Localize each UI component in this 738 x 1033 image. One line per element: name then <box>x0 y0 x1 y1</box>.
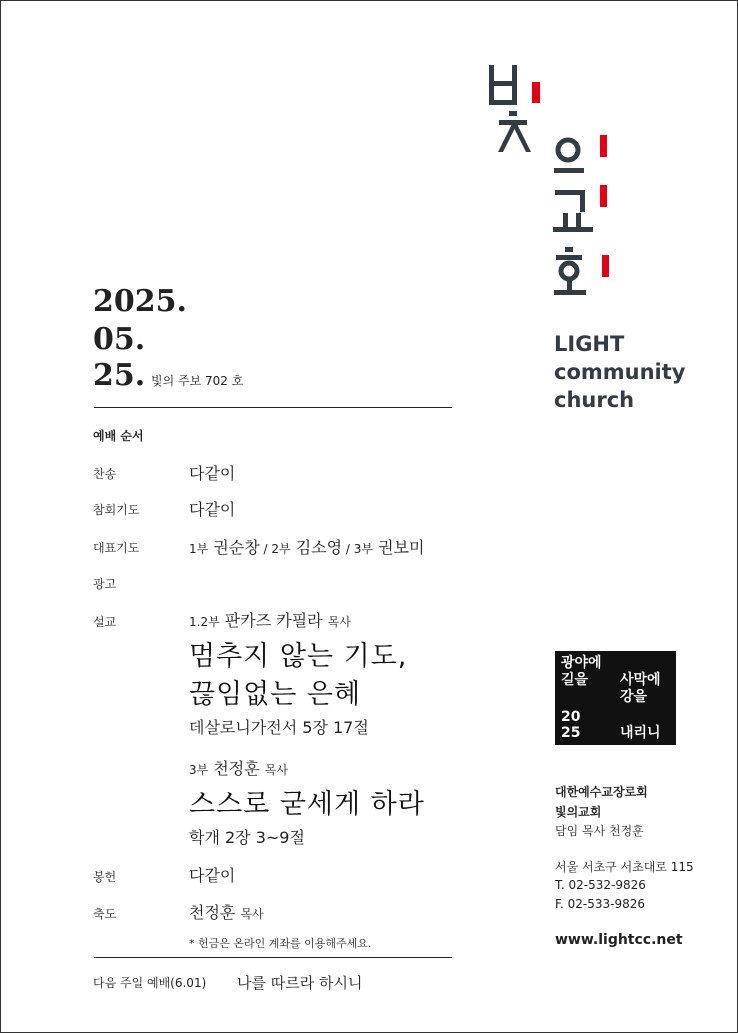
church-tel: T. 02-532-9826 <box>555 878 646 892</box>
hymn-label: 찬송 <box>93 467 117 481</box>
theme-word-6: 25 <box>561 725 581 741</box>
bottom-divider <box>94 957 452 958</box>
sermon-2-preacher <box>189 756 288 779</box>
theme-word-5: 20 <box>561 709 581 725</box>
blessing-value <box>189 900 264 923</box>
sermon-label: 설교 <box>93 615 117 629</box>
brand-line-1: LIGHT <box>554 332 625 356</box>
blessing-name: 천정훈 <box>189 903 236 922</box>
theme-word-3: 사막에 <box>620 672 661 688</box>
sermon-1-name: 판카즈 카필라 <box>224 611 323 630</box>
next-week-label: 다음 주일 예배(6.01) <box>93 976 207 990</box>
date-year: 2025. <box>93 284 187 319</box>
offering-label: 봉헌 <box>93 870 117 884</box>
sermon-1-verse: 데살로니가전서 5장 17절 <box>189 718 369 737</box>
church-logo <box>470 55 630 305</box>
sermon-2-tag: 3부 <box>189 763 209 777</box>
rep-prayer-sep-2: / <box>342 542 354 556</box>
sermon-1-tag: 1.2부 <box>189 615 220 629</box>
rep-prayer-tag-1: 1부 <box>189 542 209 556</box>
church-website[interactable]: www.lightcc.net <box>555 932 683 948</box>
theme-word-7: 내리니 <box>620 725 661 741</box>
date-month: 05. <box>93 322 146 357</box>
church-fax: F. 02-533-9826 <box>555 897 645 911</box>
next-week-title: 나를 따르라 하시니 <box>237 974 363 992</box>
rep-prayer-name-3: 권보미 <box>378 538 425 557</box>
theme-word-1: 광야에 <box>561 655 602 671</box>
announce-label: 광고 <box>93 577 117 591</box>
rep-prayer-value <box>189 535 424 558</box>
senior-pastor: 담임 목사 천정훈 <box>555 824 644 838</box>
repent-value: 다같이 <box>189 500 236 519</box>
issue-number: 빛의 주보 702 호 <box>151 374 244 388</box>
blessing-label: 축도 <box>93 907 117 921</box>
top-divider <box>94 407 452 408</box>
date-day: 25. <box>93 358 146 393</box>
theme-word-2: 길을 <box>561 672 589 688</box>
sermon-1-line-2: 끊임없는 은혜 <box>189 679 362 710</box>
sermon-2-name: 천정훈 <box>213 759 260 778</box>
rep-prayer-label: 대표기도 <box>93 541 140 555</box>
sermon-1-title: 목사 <box>327 615 351 629</box>
church-address: 서울 서초구 서초대로 115 <box>555 860 694 874</box>
rep-prayer-name-1: 권순창 <box>213 538 260 557</box>
hymn-value: 다같이 <box>189 464 236 483</box>
sermon-2-line-1: 스스로 굳세게 하라 <box>189 789 425 820</box>
theme-box <box>555 651 676 745</box>
order-heading: 예배 순서 <box>93 429 144 443</box>
blessing-title: 목사 <box>240 907 264 921</box>
rep-prayer-name-2: 김소영 <box>295 538 343 557</box>
offering-note: * 헌금은 온라인 계좌를 이용해주세요. <box>189 937 372 950</box>
repent-label: 참회기도 <box>93 503 140 517</box>
sermon-2-title: 목사 <box>264 763 288 777</box>
sermon-1-preacher <box>189 608 351 631</box>
church-name: 빛의교회 <box>555 805 602 819</box>
theme-word-4: 강을 <box>620 689 648 705</box>
denomination: 대한예수교장로회 <box>555 785 648 799</box>
rep-prayer-tag-3: 3부 <box>353 542 373 556</box>
rep-prayer-sep-1: / <box>259 542 272 556</box>
offering-value: 다같이 <box>189 866 236 885</box>
brand-line-3: church <box>554 388 635 412</box>
brand-name <box>554 330 685 414</box>
sermon-2-verse: 학개 2장 3~9절 <box>189 828 305 847</box>
rep-prayer-tag-2: 2부 <box>271 542 291 556</box>
brand-line-2: community <box>554 360 686 384</box>
sermon-1-line-1: 멈추지 않는 기도, <box>189 641 408 672</box>
